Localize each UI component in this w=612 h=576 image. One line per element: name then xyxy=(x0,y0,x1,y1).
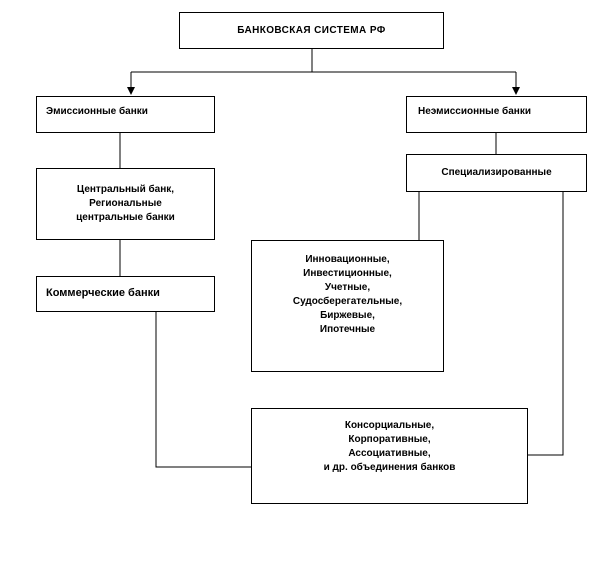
central-bank-box xyxy=(36,168,215,240)
specialized-banks-box xyxy=(406,154,587,192)
association-item: Ассоциативные, xyxy=(348,448,431,459)
commercial-banks-box xyxy=(36,276,215,312)
association-item: и др. объединения банков xyxy=(323,462,456,473)
bank-associations-box xyxy=(251,408,528,504)
emission-banks-box xyxy=(36,96,215,133)
connector-commercial-to-associations xyxy=(156,312,251,467)
emission-banks-label: Эмиссионные банки xyxy=(46,106,148,117)
specialized-type-item: Биржевые, xyxy=(320,310,375,321)
non-emission-banks-label: Неэмиссионные банки xyxy=(418,106,531,117)
association-item: Корпоративные, xyxy=(348,434,431,445)
specialized-type-item: Инновационные, xyxy=(305,254,390,265)
specialized-type-item: Ипотечные xyxy=(319,324,376,335)
banking-system-title-box xyxy=(179,12,444,49)
central-bank-line: Центральный банк, xyxy=(76,184,175,195)
specialized-banks-label: Специализированные xyxy=(441,167,552,178)
central-bank-line: центральные банки xyxy=(76,212,175,223)
specialized-type-item: Учетные, xyxy=(324,282,371,293)
commercial-banks-label: Коммерческие банки xyxy=(46,287,160,299)
association-item: Консорциальные, xyxy=(344,420,435,431)
diagram-title: БАНКОВСКАЯ СИСТЕМА РФ xyxy=(237,24,386,36)
specialized-types-box xyxy=(251,240,444,372)
arrowhead-emission xyxy=(127,87,135,95)
connector-specialized-to-associations xyxy=(528,192,563,455)
specialized-type-item: Судосберегательные, xyxy=(292,296,403,307)
specialized-type-item: Инвестиционные, xyxy=(303,268,392,279)
arrowhead-non-emission xyxy=(512,87,520,95)
non-emission-banks-box xyxy=(406,96,587,133)
central-bank-line: Региональные xyxy=(89,198,162,209)
